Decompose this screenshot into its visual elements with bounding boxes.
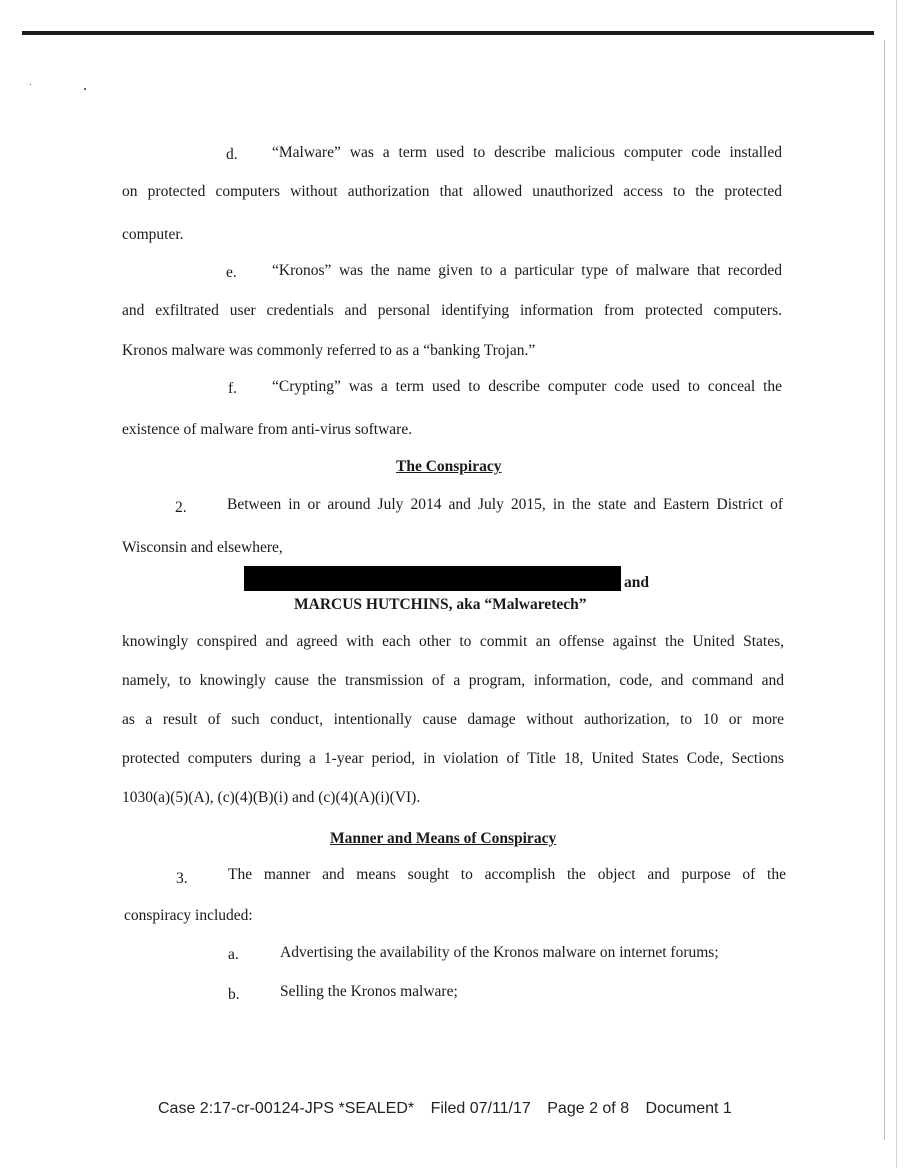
para-3-line1: The manner and means sought to accomplish the object and purpose of the <box>228 866 786 883</box>
list-item-marker: b. <box>228 986 240 1003</box>
scan-edge <box>896 0 897 1168</box>
section-heading-conspiracy: The Conspiracy <box>396 458 502 475</box>
para-2-line6: protected computers during a 1-year period, in violation of Title 18, United States Code, Sections <box>122 750 784 767</box>
redaction-block <box>244 566 621 591</box>
list-item-marker: a. <box>228 946 239 963</box>
para-2-line3: knowingly conspired and agreed with each other to commit an offense against the United States, <box>122 633 784 650</box>
para-d-line1: “Malware” was a term used to describe malicious computer code installed <box>272 144 782 161</box>
para-d-line2: on protected computers without authorization that allowed unauthorized access to the protected <box>122 183 782 200</box>
para-e-line2: and exfiltrated user credentials and personal identifying information from protected computers. <box>122 302 782 319</box>
para-e-marker: e. <box>226 264 237 281</box>
footer-page-number: Page 2 of 8 <box>547 1100 630 1117</box>
para-e-line3: Kronos malware was commonly referred to as a “banking Trojan.” <box>122 342 536 359</box>
header-rule <box>22 31 874 35</box>
list-item-text: Advertising the availability of the Kronos malware on internet forums; <box>280 944 719 961</box>
footer-document-number: Document 1 <box>645 1100 732 1117</box>
and-text: and <box>624 574 649 591</box>
para-f-marker: f. <box>228 380 238 397</box>
defendant-name: MARCUS HUTCHINS, aka “Malwaretech” <box>294 596 587 613</box>
list-item-text: Selling the Kronos malware; <box>280 983 458 1000</box>
footer-case-number: Case 2:17-cr-00124-JPS *SEALED* <box>158 1100 415 1117</box>
para-f-line1: “Crypting” was a term used to describe computer code used to conceal the <box>272 378 782 395</box>
para-e-line1: “Kronos” was the name given to a particular type of malware that recorded <box>272 262 782 279</box>
footer-filed-date: Filed 07/11/17 <box>430 1100 531 1117</box>
scan-speck <box>30 84 31 85</box>
para-2-line4: namely, to knowingly cause the transmission of a program, information, code, and command and <box>122 672 784 689</box>
section-heading-manner: Manner and Means of Conspiracy <box>330 830 557 847</box>
para-d-line3: computer. <box>122 226 184 243</box>
para-2-line5: as a result of such conduct, intentionally cause damage without authorization, to 10 or more <box>122 711 784 728</box>
para-3-line2: conspiracy included: <box>124 907 253 924</box>
para-3-marker: 3. <box>176 870 188 887</box>
para-2-line1: Between in or around July 2014 and July 2015, in the state and Eastern District of <box>227 496 783 513</box>
para-2-marker: 2. <box>175 499 187 516</box>
para-2-line2: Wisconsin and elsewhere, <box>122 539 283 556</box>
para-2-line7: 1030(a)(5)(A), (c)(4)(B)(i) and (c)(4)(A)(i)(VI). <box>122 789 421 806</box>
page-footer <box>158 1100 744 1118</box>
para-d-marker: d. <box>226 146 238 163</box>
scan-edge <box>884 40 885 1140</box>
scan-speck <box>84 88 86 90</box>
para-f-line2: existence of malware from anti-virus software. <box>122 421 413 438</box>
